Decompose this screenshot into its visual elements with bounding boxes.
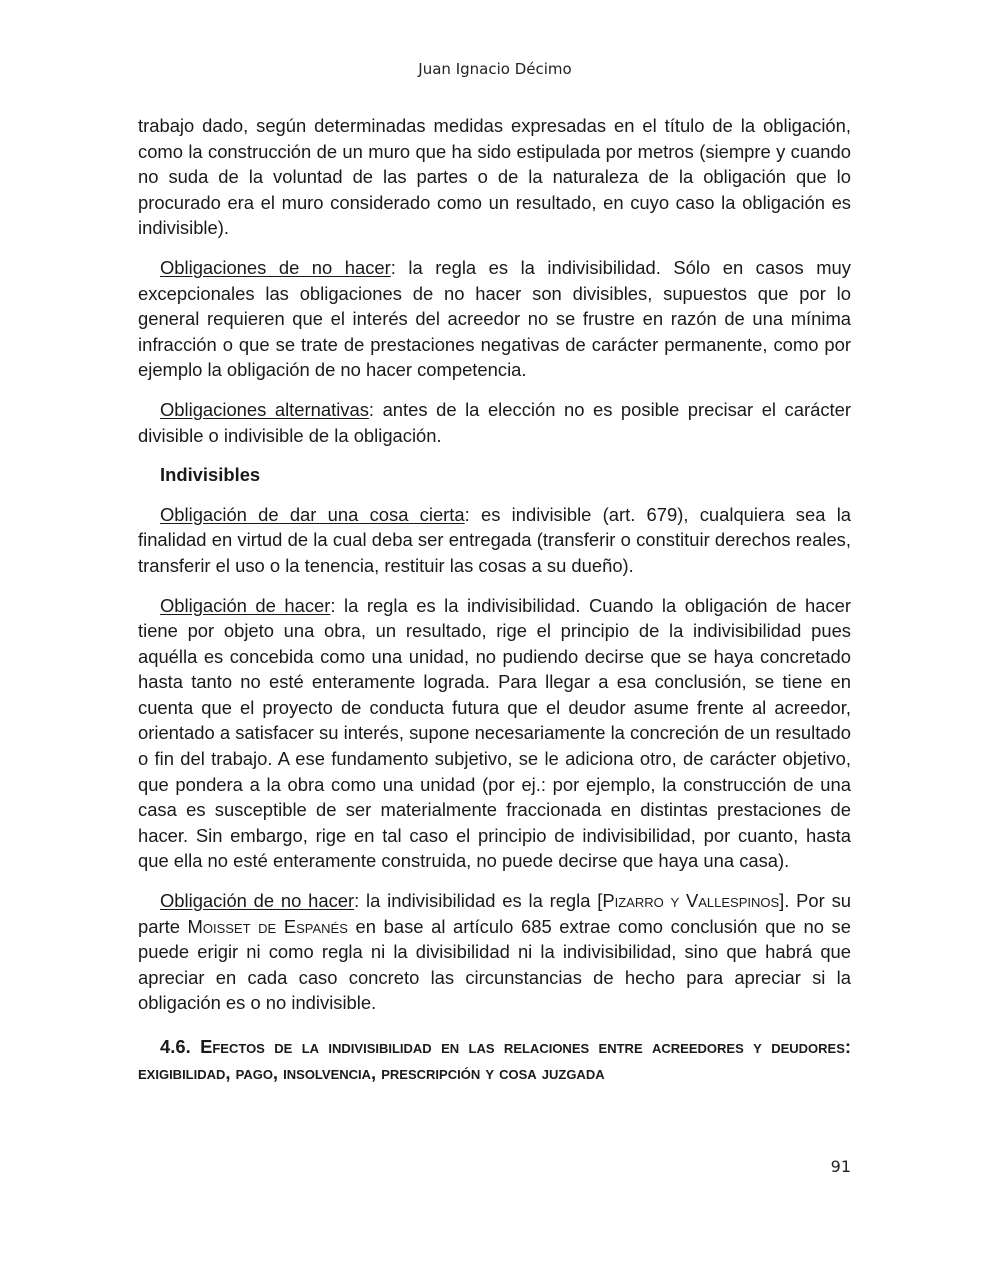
paragraph-1: trabajo dado, según determinadas medidas expresadas en el título de la obligación, como la construcción de un muro que ha sido estipulada por metros (siempre y cuando no suda de la voluntad de las partes o de la naturaleza de la obligación que lo procurado era el muro considerado como un resultado, en cuyo caso la obligación es indivisible). <box>138 115 851 239</box>
paragraph-text: en base al artículo 685 extrae como conclusión que no se puede erigir ni como regla ni la divisibilidad ni la indivisibilidad, sino que habrá que apreciar en cada caso concreto las circunstancias de hecho para apreciar si la obligación es o no indivisible. <box>138 915 851 1014</box>
paragraph-obligaciones-alternativas <box>138 397 851 448</box>
section-heading <box>138 1034 851 1086</box>
paragraph-dar-cosa-cierta <box>138 502 851 579</box>
term-obligacion-no-hacer: Obligación de no hacer <box>160 890 355 912</box>
paragraph-obligaciones-no-hacer <box>138 255 851 383</box>
term-dar-cosa-cierta: Obligación de dar una cosa cierta <box>160 503 465 525</box>
paragraph-text: : la indivisibilidad es la regla [ <box>354 890 603 912</box>
author-citation: Moisset de Espanés <box>187 915 348 937</box>
term-obligaciones-no-hacer: Obligaciones de no hacer <box>160 256 391 278</box>
section-number: 4.6. <box>160 1036 191 1057</box>
page-number: 91 <box>830 1157 851 1176</box>
paragraph-obligacion-hacer <box>138 593 851 875</box>
term-obligacion-hacer: Obligación de hacer <box>160 594 331 616</box>
paragraph-text: : la regla es la indivisibilidad. Cuando la obligación de hacer tiene por objeto una obra, un resultado, rige el principio de la indivisibilidad pues aquélla es concebida como una unidad, no pudiendo decirse que se haya concretado hasta tanto no esté enteramente lograda. Para llegar a esa conclusión, se tiene en cuenta que el proyecto de conducta futura que el deudor asume frente al acreedor, orientado a satisfacer su interés, supone necesariamente la concreción de un resultado o fin del trabajo. A ese fundamento subjetivo, se le adiciona otro, de carácter objetivo, que pondera a la obra como una unidad (por ej.: por ejemplo, la construcción de una casa es susceptible de ser materialmente fraccionada en distintas prestaciones de hacer. Sin embargo, rige en tal caso el principio de indivisibilidad, por cuanto, hasta que ella no esté enteramente construida, no puede decirse que haya una casa). <box>138 594 851 872</box>
running-header: Juan Ignacio Décimo <box>418 60 572 78</box>
page-body <box>138 113 851 1100</box>
author-citation: Pizarro y Vallespinos <box>602 890 780 912</box>
paragraph-text: : antes de la elección no es posible precisar el carácter divisible o indivisible de la obligación. <box>138 398 851 446</box>
paragraph-text: ]. Por su parte <box>138 890 851 937</box>
term-obligaciones-alternativas: Obligaciones alternativas <box>160 398 369 420</box>
paragraph-text: : la regla es la indivisibilidad. Sólo en casos muy excepcionales las obligaciones de no hacer son divisibles, supuestos que por lo general requieren que el interés del acreedor no se frustre en razón de una mínima infracción o que se trate de prestaciones negativas de carácter permanente, como por ejemplo la obligación de no hacer competencia. <box>138 256 851 381</box>
paragraph-text: : es indivisible (art. 679), cualquiera sea la finalidad en virtud de la cual deba ser entregada (transferir o constituir derechos reales, transferir el uso o la tenencia, restituir las cosas a su dueño). <box>138 503 852 576</box>
paragraph-obligacion-no-hacer <box>138 888 851 1016</box>
section-title: Efectos de la indivisibilidad en las relaciones entre acreedores y deudores: exigibilidad, pago, insolvencia, prescripción y cosa juzgada <box>138 1036 851 1083</box>
subheading-indivisibles: Indivisibles <box>160 464 261 486</box>
